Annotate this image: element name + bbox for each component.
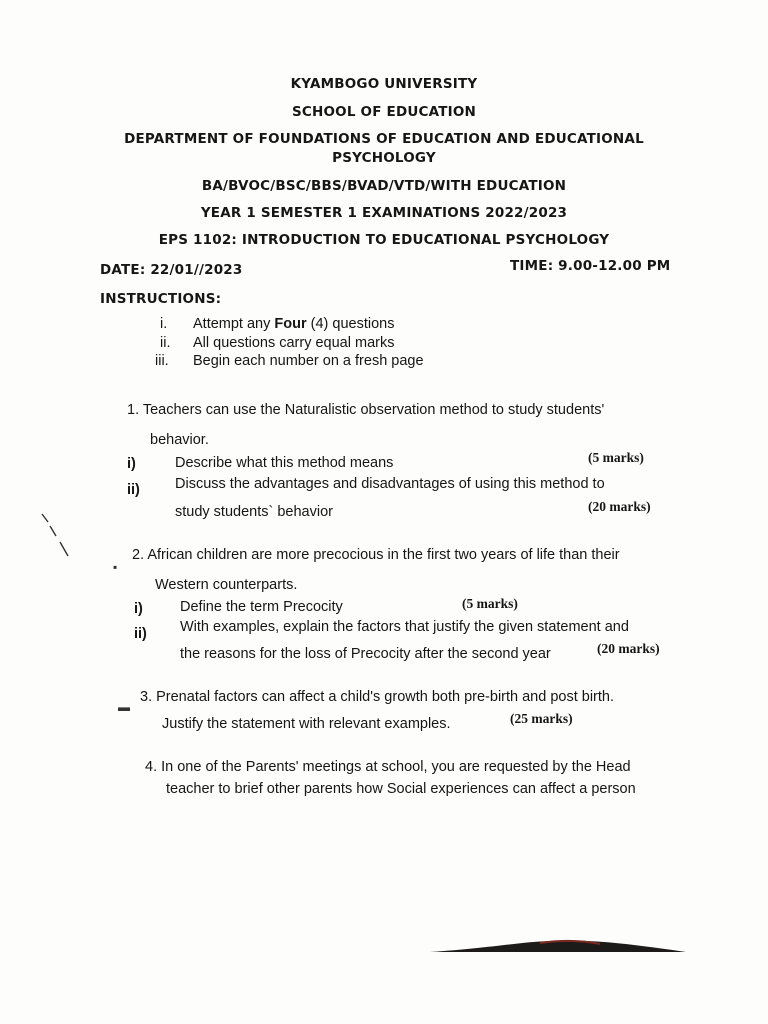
question-1-stem-cont: behavior.: [150, 432, 209, 448]
question-2-part-i-marks: (5 marks): [462, 596, 518, 611]
instruction-num-3: iii.: [155, 353, 169, 369]
question-3-marks: (25 marks): [510, 711, 573, 726]
stray-dash: ▬: [118, 700, 130, 714]
question-1-part-ii-num: ii): [127, 482, 140, 498]
question-2-part-ii-num: ii): [134, 626, 147, 642]
exam-time: TIME: 9.00-12.00 PM: [510, 258, 671, 274]
question-4-stem-cont: teacher to brief other parents how Social experiences can affect a person: [166, 781, 636, 797]
university-name: KYAMBOGO UNIVERSITY: [290, 76, 478, 92]
question-1-part-ii-marks: (20 marks): [588, 499, 651, 514]
question-1-part-ii: Discuss the advantages and disadvantages of using this method to: [175, 476, 605, 492]
instruction-1: Attempt any Four (4) questions: [193, 316, 395, 332]
instruction-3: Begin each number on a fresh page: [193, 353, 424, 369]
stray-mark: ▪: [113, 560, 118, 574]
instruction-num-1: i.: [160, 316, 168, 332]
department-line2: PSYCHOLOGY: [332, 150, 436, 166]
question-1-part-i-marks: (5 marks): [588, 450, 644, 465]
question-1-part-ii-cont: study students` behavior: [175, 504, 333, 520]
scan-smudge: [430, 938, 686, 954]
question-2-part-ii-marks: (20 marks): [597, 641, 660, 656]
question-2-stem: 2. African children are more precocious in the first two years of life than their: [132, 547, 620, 563]
question-1-part-i: Describe what this method means: [175, 455, 394, 471]
question-2-part-ii: With examples, explain the factors that justify the given statement and: [180, 619, 629, 635]
question-1-part-i-num: i): [127, 456, 136, 472]
question-4-stem: 4. In one of the Parents' meetings at school, you are requested by the Head: [145, 759, 631, 775]
course-title: EPS 1102: INTRODUCTION TO EDUCATIONAL PSYCHOLOGY: [158, 232, 610, 248]
question-2-part-i: Define the term Precocity: [180, 599, 343, 615]
pen-scratch-mark: [38, 510, 78, 570]
question-2-part-ii-cont: the reasons for the loss of Precocity after the second year: [180, 646, 551, 662]
programmes: BA/BVOC/BSC/BBS/BVAD/VTD/WITH EDUCATION: [201, 178, 567, 194]
question-2-stem-cont: Western counterparts.: [155, 577, 298, 593]
exam-title: YEAR 1 SEMESTER 1 EXAMINATIONS 2022/2023: [200, 205, 568, 221]
question-1-stem: 1. Teachers can use the Naturalistic observation method to study students': [127, 402, 605, 418]
question-2-part-i-num: i): [134, 601, 143, 617]
question-3-stem-cont: Justify the statement with relevant examples.: [162, 716, 451, 732]
school-name: SCHOOL OF EDUCATION: [291, 104, 477, 120]
instructions-heading: INSTRUCTIONS:: [100, 291, 222, 307]
instruction-num-2: ii.: [160, 335, 171, 351]
instruction-2: All questions carry equal marks: [193, 335, 395, 351]
department-line1: DEPARTMENT OF FOUNDATIONS OF EDUCATION AND EDUCATIONAL: [124, 131, 644, 147]
question-3-stem: 3. Prenatal factors can affect a child's growth both pre-birth and post birth.: [140, 689, 615, 705]
exam-date: DATE: 22/01//2023: [100, 262, 243, 278]
